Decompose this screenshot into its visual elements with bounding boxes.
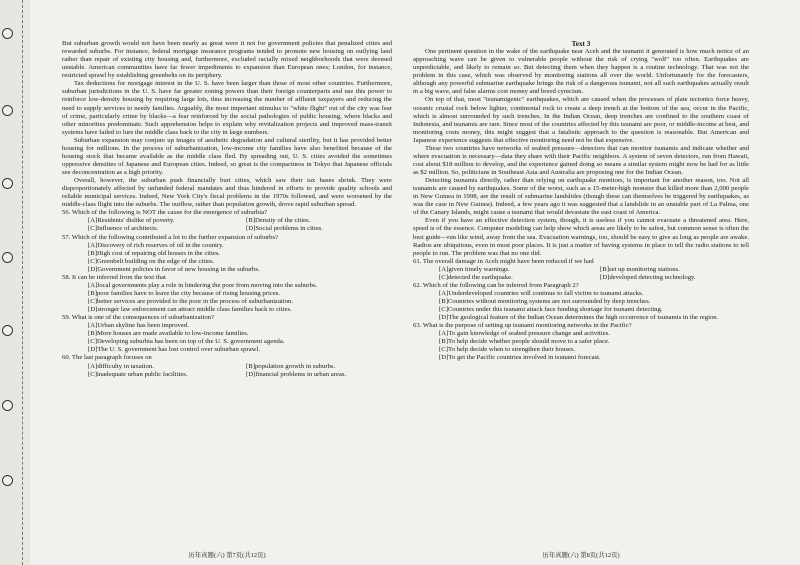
question-56 xyxy=(62,209,392,233)
option-d: [D]stronger law enforcement can attract middle class families back to cities. xyxy=(88,306,292,314)
option-b: [B]poor families have to leave the city because of rising housing prices. xyxy=(88,289,281,297)
option-b: [B]set up monitoring stations. xyxy=(600,265,680,273)
question-57 xyxy=(62,234,392,274)
question-stem: 60. The last paragraph focuses on xyxy=(62,354,152,362)
paragraph: Tax deductions for mortgage interest in the U. S. have been larger than those of most other countries. Furthermore, suburban jurisdictions in the U. S. have far greater zoning powers than their foreign counterparts and use this power to reinforce low-density housing by requiring large lots, thus increasing the number of affluent taxpayers and reducing the need to supply services to needy families. Arguably, the most important stimulus to "white flight" out of the city was fear of crime, particularly crime by blacks—a fear reinforced by the social pathologies of public housing, where blacks and other minorities predominate. Such apprehension helps to explain why revitalization projects and improved mass-transit systems have failed to lure the middle class back to the city in large numbers. xyxy=(62,80,392,136)
punch-hole-icon xyxy=(2,475,13,486)
paragraph: But suburban growth would not have been nearly as great were it not for government policies that penalized cities and rewarded suburbs. For instance, federal mortgage insurance programs tended to promote new housing on outlying land rather than repair of existing city housing and, furthermore, excluded racially mixed neighborhoods that were deemed unstable. American communities have far fewer impediments to expansion than European ones; London, for instance, restricted sprawl by establishing greenbelts on its periphery. xyxy=(62,40,392,80)
paragraph: Detecting tsunamis directly, rather than relying on earthquake monitors, is important for another reason, too. Not all tsunamis are caused by earthquakes. Some of the worst, such as a 15-meter-high monster that killed more than 2,000 people in New Guinea in 1998, are the result of submarine landslides (though these can themselves be triggered by earthquakes, as was the case in New Guinea). Indeed, a few years ago it was suggested that a landslide in an unstable part of La Palma, one of the Canary Islands, might cause a tsunami that would devastate the east coast of America. xyxy=(413,177,749,217)
question-63 xyxy=(413,322,749,362)
cut-line xyxy=(22,0,23,565)
option-a: [A]Discovery of rich reserves of oil in the country. xyxy=(88,241,224,249)
question-61 xyxy=(413,258,749,282)
question-stem: 58. It can be inferred from the text that xyxy=(62,273,166,281)
paragraph: Even if you have an effective detection system, though, it is useless if you cannot evacuate a threatened area. Here, speed is of the essence. Computer modeling can help show which areas are likely to be safest, but common sense is often the best guide—run like wind, away from the sea. Evacuation warnings, too, should be easy to give as long as people are awake. Radios are ubiquitous, even in most poor places. It is just a matter of having systems in place to tell the radio stations to tell people to run. The problem was that no one did. xyxy=(413,217,749,257)
option-a: [A]difficulty in taxation. xyxy=(88,362,154,370)
option-c: [C]To help decide when to strengthen their houses. xyxy=(439,346,576,354)
question-stem: 61. The overall damage in Aceh might have been reduced if we had xyxy=(413,257,594,265)
option-d: [D]Government policies in favor of new housing in the suburbs. xyxy=(88,265,260,273)
option-b: [B]High cost of repairing old houses in the cities. xyxy=(88,249,221,257)
question-60 xyxy=(62,354,392,378)
option-b: [B]To help decide whether people should move to a safer place. xyxy=(439,338,610,346)
option-a: [A]To gain knowledge of seabed pressure change and activities. xyxy=(439,330,610,338)
paragraph: On top of that, most "tsunamigenic" earthquakes, which are caused when the processes of plate tectonics force heavy, oceanic crustal rock below lighter, continental rock to create a deep trench at the bottom of the sea, occur in the Pacific, which is almost surrounded by such trenches. In the Indian Ocean, deep trenches are confined to the southern coast of Indonesia, and tsunamis are rare. Since most of the countries affected by this tsunami are poor, or middle-income at best, and monitoring costs money, this might suggest that a fatalistic approach to the question is reasonable. But American and Japanese experience suggests that effective monitoring need not be that expensive. xyxy=(413,96,749,144)
option-d: [D]Social problems in cities. xyxy=(246,225,323,233)
option-c: [C]Influence of architects. xyxy=(88,225,159,233)
question-stem: 62. Which of the following can be inferred from Paragraph 2? xyxy=(413,281,579,289)
punch-hole-icon xyxy=(2,252,13,263)
option-a: [A]given timely warnings. xyxy=(439,265,510,273)
paragraph: These two countries have networks of seabed pressure—detectors that can monitor tsunamis and indicate whether and where evacuation is necessary—data they share with their Pacific neighbors. A system of seven detectors, run from Hawaii, cost about $18 million to develop, and the experience gained doing so means a similar system might now be had for as little as $2 million. So, politicians in Southeast Asia and Australia are proposing one for the Indian Ocean. xyxy=(413,144,749,176)
paragraph: Suburban expansion may conjure up images of aesthetic degradation and cultural sterility, but it has provided better housing for millions. In the process of suburbanization, low-income city families have also benefited because of the housing stock that became available as the middle class fled. By spreading out, U. S. cities avoided the sometimes oppressive densities of Japanese and European cities. Indeed, so great is the compactness in Tokyo that Japanese officials see deconcentration as a high priority. xyxy=(62,136,392,176)
option-a: [A]Underdeveloped countries will continue to fall victim to tsunami attacks. xyxy=(439,289,644,297)
option-a: [A]local governments play a role in hindering the poor from moving into the suburbs. xyxy=(88,281,318,289)
option-d: [D]developed detecting technology. xyxy=(600,273,696,281)
option-d: [D]financial problems in urban areas. xyxy=(246,370,347,378)
punch-hole-icon xyxy=(2,28,13,39)
question-stem: 63. What is the purpose of setting up tsunami monitoring networks in the Pacific? xyxy=(413,322,632,330)
option-b: [B]population growth in suburbs. xyxy=(246,362,336,370)
right-column xyxy=(413,40,749,363)
page-footer-left: 历年真题(六) 第7页(共12页) xyxy=(188,552,266,559)
punch-hole-icon xyxy=(2,325,13,336)
paragraph: Overall, however, the suburban push financially hurt cities, which saw their tax bases shrink. They were disproportionately affected by unfunded federal mandates and thus hindered in efforts to provide quality schools and reliable municipal services. Indeed, New York City's fiscal problems in the 1970s followed, and were worsened by the middle-class flight into the suburbs. The outflow, rather than population growth, drove rapid suburban spread. xyxy=(62,177,392,209)
option-b: [B]More houses are made available to low-income families. xyxy=(88,330,249,338)
option-a: [A]Residents' dislike of poverty. xyxy=(88,217,175,225)
option-d: [D]The geological feature of the Indian Ocean determines the high occurrence of tsunamis in the region. xyxy=(439,314,719,322)
option-d: [D]To get the Pacific countries involved in tsunami forecast. xyxy=(439,354,601,362)
section-title: Text 3 xyxy=(571,40,591,48)
page-footer-right: 历年真题(六) 第8页(共12页) xyxy=(542,552,620,559)
option-d: [D]The U. S. government has lost control over suburban sprawl. xyxy=(88,346,261,354)
option-c: [C]detected the earthquake. xyxy=(439,273,513,281)
binding-margin xyxy=(0,0,30,565)
punch-hole-icon xyxy=(2,105,13,116)
option-c: [C]Countries under this tsunami attack face funding shortage for tsunami detecting. xyxy=(439,306,663,314)
option-b: [B]Countries without monitoring systems are not surrounded by deep trenches. xyxy=(439,298,651,305)
question-62 xyxy=(413,282,749,322)
option-c: [C]better services are provided to the poor in the process of suburbanization. xyxy=(88,298,294,305)
question-stem: 57. Which of the following contributed a lot to the further expansion of suburbs? xyxy=(62,233,279,241)
punch-hole-icon xyxy=(2,178,13,189)
question-59 xyxy=(62,314,392,354)
question-58 xyxy=(62,274,392,314)
left-column xyxy=(62,40,392,379)
option-a: [A]Urban skyline has been improved. xyxy=(88,322,189,330)
option-c: [C]Developing suburbia has been on top of the U. S. government agenda. xyxy=(88,338,285,346)
question-stem: 56. Which of the following is NOT the cause for the emergence of suburbia? xyxy=(62,209,268,217)
option-c: [C]inadequate urban public facilities. xyxy=(88,370,188,378)
option-c: [C]Greenbelt building on the edge of the cities. xyxy=(88,257,215,265)
paragraph: One pertinent question in the wake of the earthquake near Aceh and the tsunami it generated is how much notice of an approaching wave can be given to vulnerable people without the risk of crying "wolf" too often. Earthquakes are unpredictable, and likely to remain so. But detecting them when they happen is a routine technology. That was not the problem in this case, which was observed by monitoring stations all over the world. Unfortunately for the forecasters, although any powerful submarine earthquake brings the risk of a dangerous tsunami, not all such earthquakes actually result in a big wave, and false alarms cost money and breed cynicism. xyxy=(413,48,749,96)
question-stem: 59. What is one of the consequences of suburbanization? xyxy=(62,314,214,322)
option-b: [B]Density of the cities. xyxy=(246,217,311,225)
punch-hole-icon xyxy=(2,400,13,411)
